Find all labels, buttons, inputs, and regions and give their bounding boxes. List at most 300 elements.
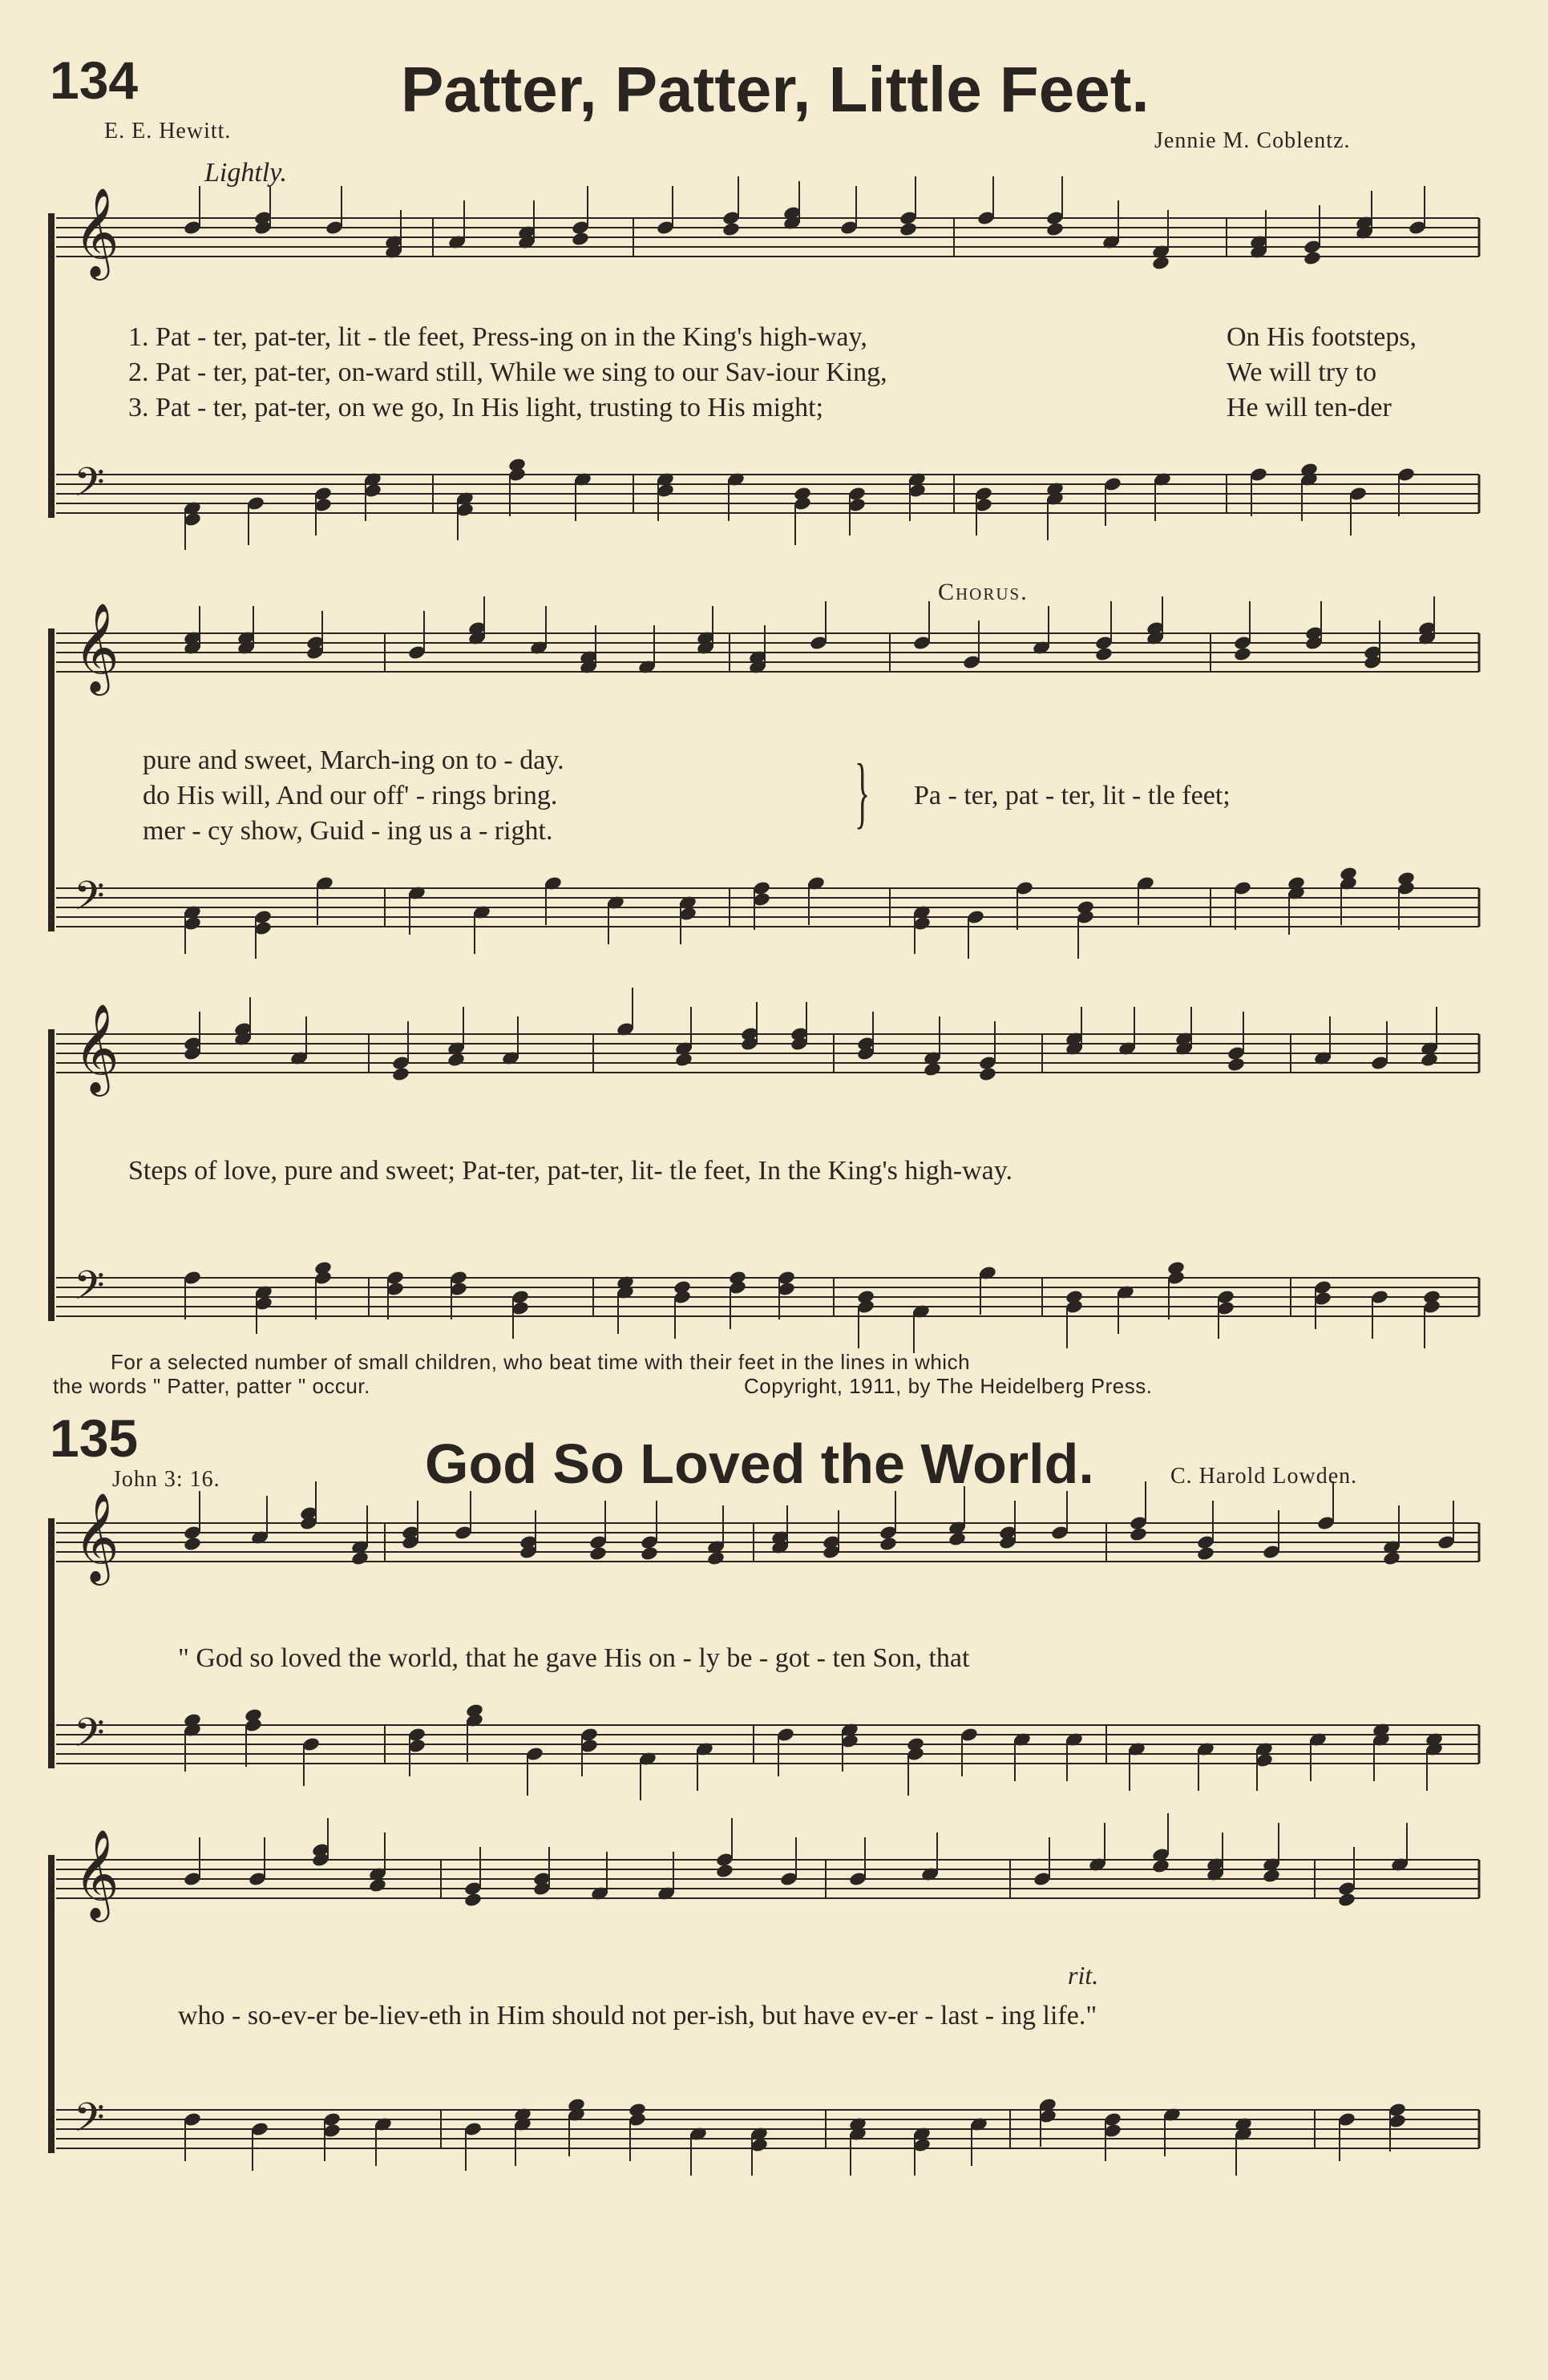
note-head [1396,467,1416,483]
note-head [501,1050,520,1066]
note-head [1372,1722,1391,1738]
note-head [777,1270,796,1286]
note-head [1262,1868,1281,1884]
note-head [912,2137,932,2153]
note-head [525,1746,544,1762]
note-head [840,1722,859,1738]
note-head [1196,1534,1215,1550]
note-head [748,659,767,675]
note-head [998,1525,1017,1541]
verse-3-line-2: mer - cy show, Guid - ing us a - right. [143,816,553,846]
note-head [848,2126,867,2142]
note-head [912,635,932,651]
note-head [748,649,767,665]
note-head [1162,2107,1182,2123]
note-head [839,220,859,236]
note-head [567,2097,586,2113]
note-head [696,640,715,656]
note-head [616,1021,635,1037]
note-head [1151,1847,1170,1863]
note-head [696,630,715,646]
note-head [856,1289,875,1305]
note-head [628,2102,647,2118]
note-head [1249,244,1268,260]
note-head [183,904,202,920]
note-head [580,1727,599,1743]
note-head [1313,1279,1332,1295]
note-head [305,644,325,661]
note-head [879,1525,898,1541]
note-head [906,1736,925,1752]
note-head [706,1539,725,1555]
note-head [674,1040,693,1057]
note-head [1065,1289,1084,1305]
note-head [368,1866,387,1882]
note-head [793,495,812,511]
note-head [1234,2116,1253,2132]
hymn-135-line-1: " God so loved the world, that he gave His on - ly be - got - ten Son, that [178,1643,970,1673]
note-head [1136,875,1155,891]
note-head [1174,1040,1194,1057]
note-head [1033,1871,1052,1887]
bass-clef: 𝄢 [74,873,105,929]
note-head [740,1026,759,1042]
verse-1-line-1: 1. Pat - ter, pat-ter, lit - tle feet, Press-ing on in the King's high-way, [128,322,867,352]
note-head [1038,2097,1057,2113]
chorus-label: Chorus. [938,579,1029,605]
note-head [183,1525,202,1541]
hymn-134-title: Patter, Patter, Little Feet. [401,54,1150,125]
note-head [1417,620,1437,636]
note-head [315,875,334,891]
note-head [246,495,265,511]
note-head [776,1727,795,1743]
note-head [782,205,802,221]
note-head [1388,2102,1407,2118]
treble-clef: 𝄞 [74,1492,119,1582]
note-head [1304,625,1324,641]
note-head [305,635,325,651]
note-head [948,1520,967,1536]
note-head [250,2121,269,2137]
note-head [777,1281,796,1297]
note-head [363,483,382,499]
note-head [1045,491,1065,507]
note-head [656,483,675,499]
note-head [253,220,273,236]
note-head [1129,1526,1148,1542]
note-head [1045,481,1065,497]
note-head [1372,1731,1391,1748]
note-head [311,1852,330,1868]
note-head [1249,467,1268,483]
treble-clef: 𝄞 [74,1003,119,1093]
note-head [579,649,598,665]
note-head [856,1036,875,1052]
note-head [706,1550,725,1566]
note-head [1233,880,1252,896]
note-head [1422,1299,1441,1315]
verse-3-line-1: 3. Pat - ter, pat-ter, on we go, In His light, trusting to His might; [128,393,824,422]
note-head [923,1061,942,1077]
note-head [673,1289,692,1305]
note-head [513,2107,532,2123]
note-head [1151,255,1170,271]
note-head [253,210,273,226]
note-head [1382,1550,1401,1566]
note-head [463,1892,483,1908]
note-head [1206,1866,1225,1882]
note-head [822,1534,841,1550]
note-head [960,1727,979,1743]
note-head [790,1026,809,1042]
note-head [1425,1741,1444,1757]
note-head [1038,2108,1057,2124]
note-head [1382,1539,1401,1555]
note-head [1348,486,1368,502]
note-head [244,1717,263,1733]
note-head [1103,2111,1122,2127]
verse-2-line-2: do His will, And our off' - rings bring. [143,781,558,810]
note-head [449,1270,468,1286]
note-head [1076,899,1095,915]
note-head [517,224,536,240]
note-head [299,1505,318,1521]
note-head [1227,1057,1246,1073]
note-head [1233,635,1252,651]
note-head [1227,1045,1246,1061]
note-head [1065,1031,1084,1047]
note-head [848,1871,867,1887]
note-head [519,1544,538,1560]
note-head [1363,654,1382,670]
note-head [879,1536,898,1552]
copyright-notice: Copyright, 1911, by The Heidelberg Press. [744,1374,1153,1398]
hymn-135-composer: C. Harold Lowden. [1170,1464,1358,1489]
note-head [567,2107,586,2123]
note-head [1339,875,1358,891]
note-head [721,210,741,226]
note-head [368,1877,387,1893]
note-head [463,2121,483,2137]
note-head [511,1289,530,1305]
note-head [728,1279,747,1295]
note-head [455,491,475,507]
note-head [1103,2123,1122,2139]
tempo-marking: Lightly. [204,158,287,188]
treble-clef: 𝄞 [74,187,119,277]
note-head [920,1866,940,1882]
note-head [322,2111,342,2127]
note-head [313,1270,333,1286]
note-head [1316,1515,1336,1531]
note-head [1146,620,1165,636]
note-head [391,1066,410,1082]
note-head [923,1050,942,1066]
note-head [233,1031,253,1047]
note-head [1355,215,1374,231]
note-head [183,2111,202,2127]
note-head [856,1299,875,1315]
note-head [1420,1052,1439,1068]
note-head [1308,1731,1328,1748]
note-head [248,1871,267,1887]
note-head [847,497,867,513]
note-head [848,2116,867,2132]
note-head [1129,1515,1148,1531]
hymn-135-title: God So Loved the World. [425,1432,1094,1495]
note-head [1127,1741,1146,1757]
note-head [656,471,675,487]
note-head [948,1531,967,1547]
note-head [579,659,598,675]
note-head [637,659,657,675]
note-head [1299,471,1319,487]
note-head [1196,1546,1215,1562]
note-head [513,2116,532,2132]
verse-1-line-2: pure and sweet, March-ing on to - day. [143,746,564,775]
note-head [856,1045,875,1061]
note-head [449,1281,468,1297]
note-head [401,1525,420,1541]
note-head [752,880,771,896]
note-head [782,215,802,231]
note-head [588,1546,608,1562]
note-head [301,1736,321,1752]
note-head [822,1544,841,1560]
note-head [750,2126,769,2142]
note-head [1363,644,1382,661]
note-head [463,1881,483,1897]
hymn-135-number: 135 [50,1408,139,1468]
note-head [674,1052,693,1068]
note-head [236,640,256,656]
note-head [1304,635,1324,651]
note-head [350,1539,370,1555]
note-head [809,635,828,651]
chorus-line-1: Pa - ter, pat - ter, lit - tle feet; [914,781,1231,810]
treble-clef: 𝄞 [74,602,119,692]
note-head [1303,250,1322,266]
note-head [407,1738,426,1754]
note-head [740,1036,759,1052]
note-head [325,220,344,236]
note-head [1337,1881,1356,1897]
note-head [363,471,382,487]
note-head [1370,1289,1389,1305]
verse-1-line-1-end: On His footsteps, [1227,322,1417,352]
note-head [254,1295,273,1311]
note-head [407,1727,426,1743]
note-head [840,1733,859,1749]
note-head [616,1284,635,1300]
note-head [391,1055,410,1071]
note-head [374,2116,393,2132]
note-head [253,909,273,925]
note-head [519,1534,538,1550]
note-head [322,2123,342,2139]
note-head [793,486,812,502]
note-head [1101,234,1121,250]
note-head [183,1871,202,1887]
verse-2-line-1: 2. Pat - ter, pat-ter, on-ward still, While we sing to our Sav-iour King, [128,358,887,387]
note-head [978,1265,997,1281]
hymn-135-line-2: who - so-ev-er be-liev-eth in Him should not per-ish, but have ev-er - last - ing life." [178,2001,1097,2030]
note-head [1045,221,1065,237]
note-head [313,497,333,513]
note-head [465,1712,484,1728]
note-head [911,1303,931,1319]
note-head [1094,646,1114,662]
note-head [779,1871,798,1887]
note-head [467,620,487,636]
note-head [695,1741,714,1757]
note-head [1337,2111,1356,2127]
note-head [1146,630,1165,646]
note-head [588,1534,608,1550]
footnote-line-1: For a selected number of small children, who beat time with their feet in the lines in which [111,1350,971,1374]
note-head [899,221,918,237]
note-head [1015,880,1034,896]
note-head [726,471,746,487]
note-head [606,895,625,911]
note-head [912,915,932,931]
note-head [912,2126,932,2142]
bass-clef: 𝄢 [74,459,105,515]
note-head [1116,1284,1135,1300]
note-head [1076,909,1095,925]
note-head [1216,1300,1235,1316]
note-head [507,467,527,483]
note-head [752,891,771,907]
treble-clef: 𝄞 [74,1828,119,1918]
note-head [638,1751,657,1767]
note-head [1088,1857,1107,1873]
note-head [447,1040,466,1057]
note-head [1262,1857,1281,1873]
note-head [715,1852,734,1868]
note-head [998,1534,1017,1550]
note-head [511,1300,530,1316]
note-head [447,1052,466,1068]
note-head [472,904,491,920]
note-head [1012,1731,1032,1748]
note-head [447,234,467,250]
note-head [465,1703,484,1719]
note-head [976,210,996,226]
note-head [1339,866,1358,882]
note-head [978,1055,997,1071]
note-head [656,220,675,236]
note-head [1390,1857,1409,1873]
note-head [640,1546,659,1562]
note-head [1303,239,1322,255]
note-head [1094,635,1114,651]
note-head [1206,1857,1225,1873]
note-head [183,640,202,656]
note-head [1262,1544,1281,1560]
note-head [1166,1260,1186,1276]
note-head [233,1021,253,1037]
note-head [1422,1289,1441,1305]
verse-3-line-1-end: He will ten-der [1227,393,1392,422]
note-head [350,1550,370,1566]
note-head [906,1746,925,1762]
note-head [770,1539,790,1555]
note-head [544,875,563,891]
bass-clef: 𝄢 [74,1263,105,1319]
note-head [1396,880,1416,896]
note-head [571,231,590,247]
note-head [1396,871,1416,887]
note-head [455,502,475,518]
note-head [183,915,202,931]
note-head [454,1525,473,1541]
note-head [899,210,918,226]
note-head [384,234,403,250]
note-head [1233,646,1252,662]
note-head [1166,1270,1186,1286]
note-head [1287,885,1306,901]
note-head [640,1534,659,1550]
note-head [770,1529,790,1546]
note-head [1032,640,1051,656]
note-head [616,1275,635,1291]
note-head [978,1066,997,1082]
note-head [1420,1040,1439,1057]
note-head [806,875,826,891]
note-head [590,1885,609,1901]
note-head [689,2126,708,2142]
note-head [183,1536,202,1552]
note-head [1216,1289,1235,1305]
note-head [532,1871,552,1887]
note-head [1313,1050,1332,1066]
note-head [183,1270,202,1286]
note-head [750,2137,769,2153]
hymn-134-composer: Jennie M. Coblentz. [1154,128,1351,153]
note-head [847,486,867,502]
note-head [1050,1525,1069,1541]
note-head [573,471,592,487]
note-head [1103,476,1122,492]
note-head [467,630,487,646]
note-head [401,1534,420,1550]
note-head [236,630,256,646]
note-head [1065,1731,1084,1748]
note-head [1355,224,1374,240]
note-head [974,497,993,513]
ritardando-marking: rit. [1068,1961,1099,1990]
note-head [628,2111,647,2127]
note-head [183,220,202,236]
note-head [1417,630,1437,646]
bass-clef: 𝄢 [74,2095,105,2151]
note-head [1118,1040,1137,1057]
bass-clef: 𝄢 [74,1710,105,1766]
note-head [1299,462,1319,478]
note-head [313,1260,333,1276]
verse-2-line-1-end: We will try to [1227,358,1377,387]
note-head [183,511,202,527]
note-head [183,1036,202,1052]
note-head [1174,1031,1194,1047]
note-head [912,904,932,920]
note-head [1151,244,1170,260]
note-head [532,1881,552,1897]
note-head [962,654,981,670]
note-head [1045,210,1065,226]
